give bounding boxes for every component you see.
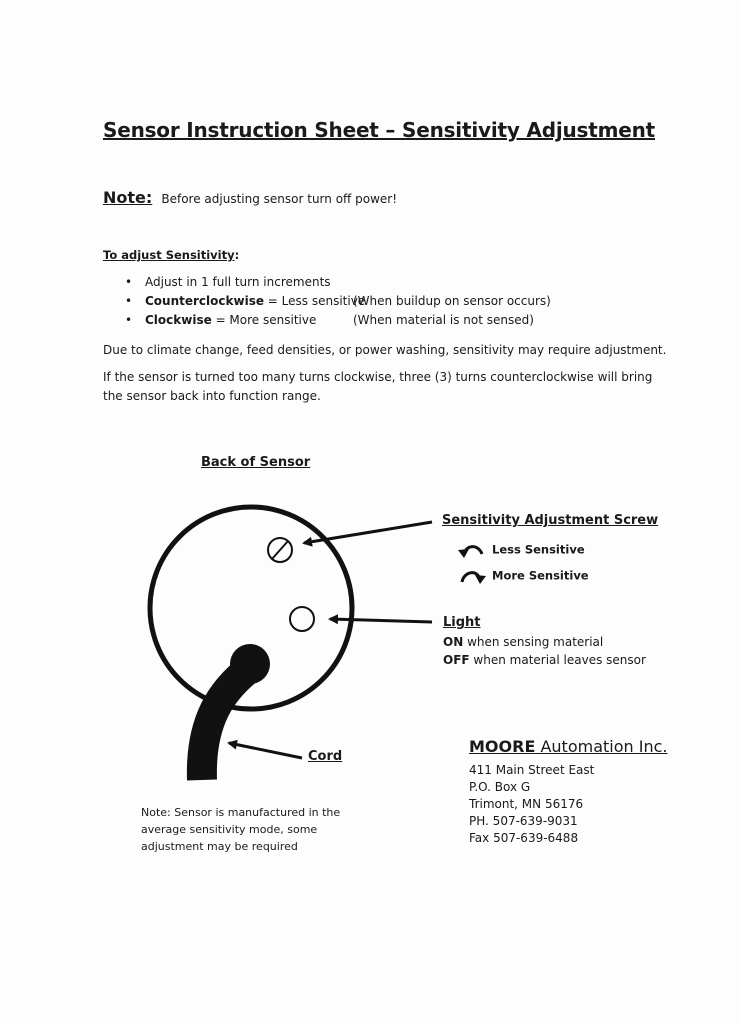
- light-pointer-arrow: [330, 619, 432, 622]
- light-on-text: when sensing material: [463, 635, 604, 649]
- bullet-paren: (When material is not sensed): [353, 313, 534, 327]
- manufacturing-footnote: Note: Sensor is manufactured in the average sensitivity mode, some adjustment may be required: [141, 806, 341, 853]
- climate-paragraph: Due to climate change, feed densities, or power washing, sensitivity may require adjustment.: [103, 343, 667, 357]
- page-title: Sensor Instruction Sheet – Sensitivity Adjustment: [103, 118, 655, 142]
- bullet-paren: (When buildup on sensor occurs): [353, 294, 551, 308]
- adjust-heading-colon: :: [234, 248, 240, 262]
- company-name: [469, 737, 667, 756]
- counterclockwise-arrow-icon: [458, 541, 486, 559]
- light-on-description: [443, 635, 603, 649]
- adjust-heading-text: To adjust Sensitivity: [103, 248, 235, 262]
- bullet-text: = More sensitive: [211, 313, 317, 327]
- cord-icon: [202, 644, 270, 780]
- bullet-bold: Clockwise: [145, 313, 212, 327]
- fax-line: Fax 507-639-6488: [469, 831, 579, 845]
- cord-pointer-arrow: [229, 743, 302, 758]
- light-off-description: [443, 653, 646, 667]
- more-sensitive-row: [458, 567, 589, 585]
- company-address: [469, 762, 594, 847]
- light-label: Light: [443, 615, 481, 630]
- bullet-bold: Counterclockwise: [145, 294, 264, 308]
- less-sensitive-row: [458, 541, 585, 559]
- phone-line: PH. 507-639-9031: [469, 814, 578, 828]
- address-line: Trimont, MN 56176: [469, 797, 584, 811]
- bullet-text: = Less sensitive: [263, 294, 366, 308]
- less-sensitive-label: Less Sensitive: [492, 542, 585, 557]
- note-label: Note:: [103, 188, 153, 207]
- light-off-text: when material leaves sensor: [469, 653, 646, 667]
- bullet-dot: •: [125, 313, 133, 327]
- adjustment-screw-icon: [268, 538, 292, 562]
- light-off-bold: OFF: [443, 653, 470, 667]
- cord-label: Cord: [308, 749, 343, 764]
- address-line: 411 Main Street East: [469, 763, 595, 777]
- screw-label: Sensitivity Adjustment Screw: [442, 513, 659, 528]
- note-text: Before adjusting sensor turn off power!: [161, 192, 398, 206]
- light-on-bold: ON: [443, 635, 464, 649]
- address-line: P.O. Box G: [469, 780, 531, 794]
- light-indicator-icon: [290, 607, 314, 631]
- turns-paragraph: If the sensor is turned too many turns clockwise, three (3) turns counterclockwise will bring the sensor back into function range.: [103, 370, 653, 403]
- diagram-title: Back of Sensor: [201, 455, 311, 470]
- bullet-dot: •: [125, 275, 133, 289]
- company-name-bold: MOORE: [469, 737, 536, 756]
- screw-pointer-arrow: [304, 522, 432, 543]
- bullet-dot: •: [125, 294, 133, 308]
- bullet-text: Adjust in 1 full turn increments: [145, 275, 331, 289]
- company-name-rest: Automation Inc.: [535, 737, 668, 756]
- more-sensitive-label: More Sensitive: [492, 568, 589, 583]
- clockwise-arrow-icon: [458, 567, 486, 585]
